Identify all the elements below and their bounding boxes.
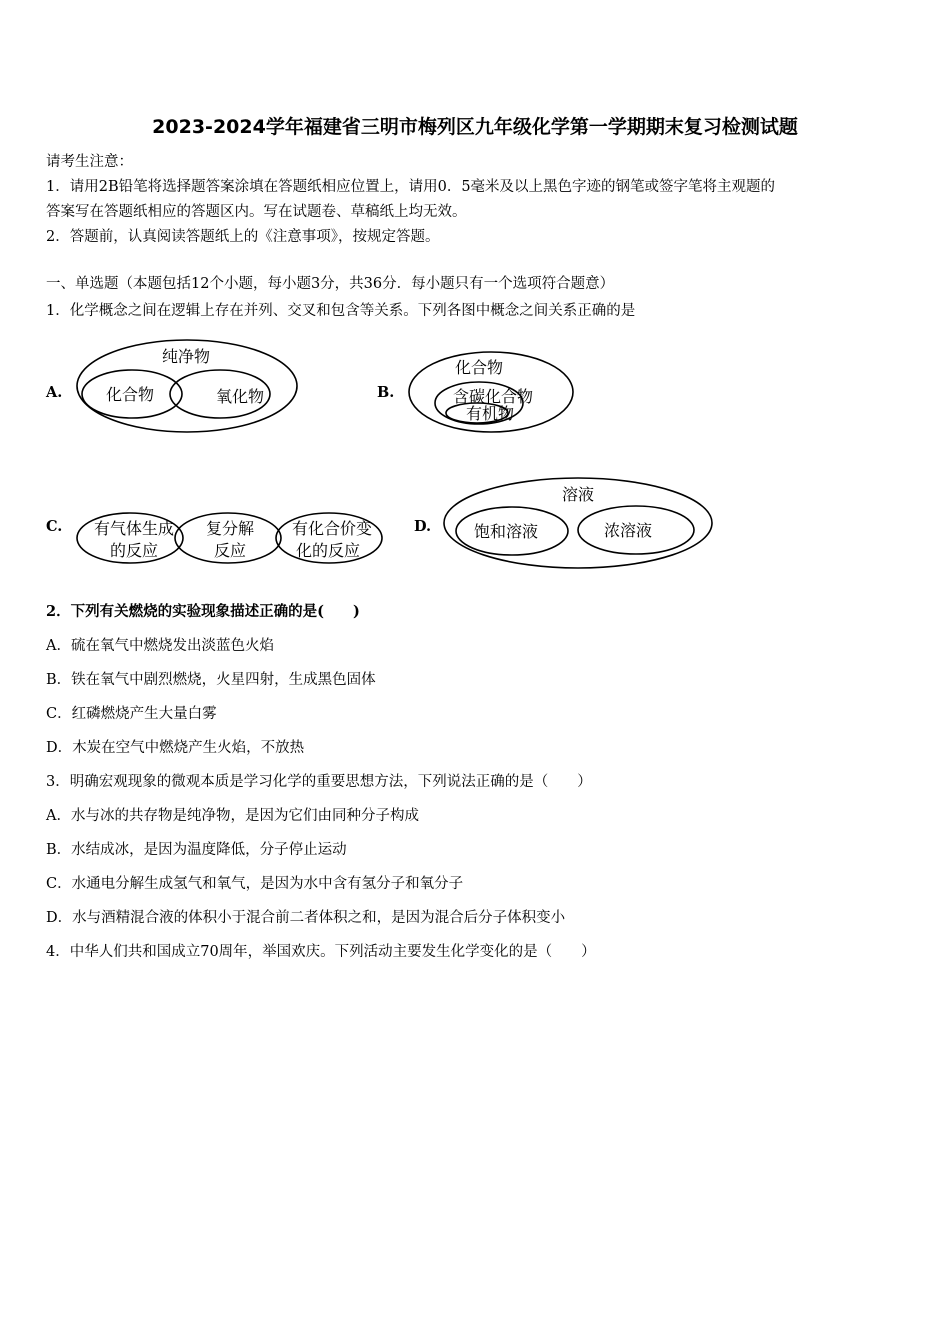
- q1-d-outer-text: 溶液: [561, 485, 595, 504]
- q2-option-b: B．铁在氧气中剧烈燃烧，火星四射，生成黑色固体: [46, 672, 376, 688]
- q1-option-c-label: C.: [46, 518, 63, 535]
- q1-a-left-text: 化合物: [105, 385, 155, 404]
- q1-diagram-d: [440, 474, 718, 574]
- q1-option-d-label: D.: [414, 518, 432, 535]
- q1-d-left-text: 饱和溶液: [473, 522, 539, 541]
- q1-d-right-text: 浓溶液: [603, 521, 653, 540]
- notice-item-1-cont: 答案写在答题纸相应的答题区内。写在试题卷、草稿纸上均无效。: [46, 204, 467, 220]
- q1-diagram-b: [405, 348, 577, 436]
- q1-c-left-text-2: 的反应: [109, 541, 159, 560]
- notice-item-1: 1．请用2B铅笔将选择题答案涂填在答题纸相应位置上，请用0．5毫米及以上黑色字迹的钢笔或签字笔将主观题的: [46, 179, 776, 195]
- q1-c-right-text-2: 化的反应: [295, 541, 361, 560]
- q2-option-d: D．木炭在空气中燃烧产生火焰，不放热: [46, 740, 305, 756]
- q4-stem: 4．中华人们共和国成立70周年，举国欢庆。下列活动主要发生化学变化的是（ ）: [46, 944, 596, 960]
- notice-item-2: 2．答题前，认真阅读答题纸上的《注意事项》，按规定答题。: [46, 229, 440, 245]
- section-heading: 一、单选题（本题包括12个小题，每小题3分，共36分．每小题只有一个选项符合题意）: [46, 276, 615, 292]
- q1-a-outer-text: 纯净物: [161, 347, 211, 366]
- q3-option-a: A．水与冰的共存物是纯净物，是因为它们由同种分子构成: [46, 808, 419, 824]
- q2-option-a: A．硫在氧气中燃烧发出淡蓝色火焰: [46, 638, 274, 654]
- notice-heading: 请考生注意：: [46, 154, 133, 170]
- q1-b-outer-text: 化合物: [454, 358, 504, 377]
- q1-c-right-text-1: 有化合价变: [291, 519, 373, 538]
- q3-option-c: C．水通电分解生成氢气和氧气，是因为水中含有氢分子和氧分子: [46, 876, 464, 892]
- q1-c-left-text-1: 有气体生成: [93, 519, 175, 538]
- q1-option-a-label: A.: [46, 384, 63, 401]
- q1-b-middle-text: 含碳化合物: [452, 387, 534, 406]
- q3-option-d: D．水与酒精混合液的体积小于混合前二者体积之和，是因为混合后分子体积变小: [46, 910, 566, 926]
- q3-stem: 3．明确宏观现象的微观本质是学习化学的重要思想方法，下列说法正确的是（ ）: [46, 774, 592, 790]
- q1-c-middle-text-1: 复分解: [205, 519, 255, 538]
- q1-option-b-label: B.: [377, 384, 395, 401]
- q2-stem: 2．下列有关燃烧的实验现象描述正确的是( ): [46, 603, 360, 620]
- q1-c-middle-text-2: 反应: [213, 541, 247, 560]
- page-title: 2023-2024学年福建省三明市梅列区九年级化学第一学期期末复习检测试题: [152, 116, 798, 138]
- q1-a-right-text: 氧化物: [215, 387, 265, 406]
- q3-option-b: B．水结成冰，是因为温度降低，分子停止运动: [46, 842, 347, 858]
- q1-diagram-a: [72, 334, 302, 438]
- q1-diagram-c: [72, 508, 388, 568]
- q1-stem: 1．化学概念之间在逻辑上存在并列、交叉和包含等关系。下列各图中概念之间关系正确的是: [46, 303, 636, 319]
- q2-option-c: C．红磷燃烧产生大量白雾: [46, 706, 217, 722]
- q1-b-inner-text: 有机物: [465, 404, 515, 423]
